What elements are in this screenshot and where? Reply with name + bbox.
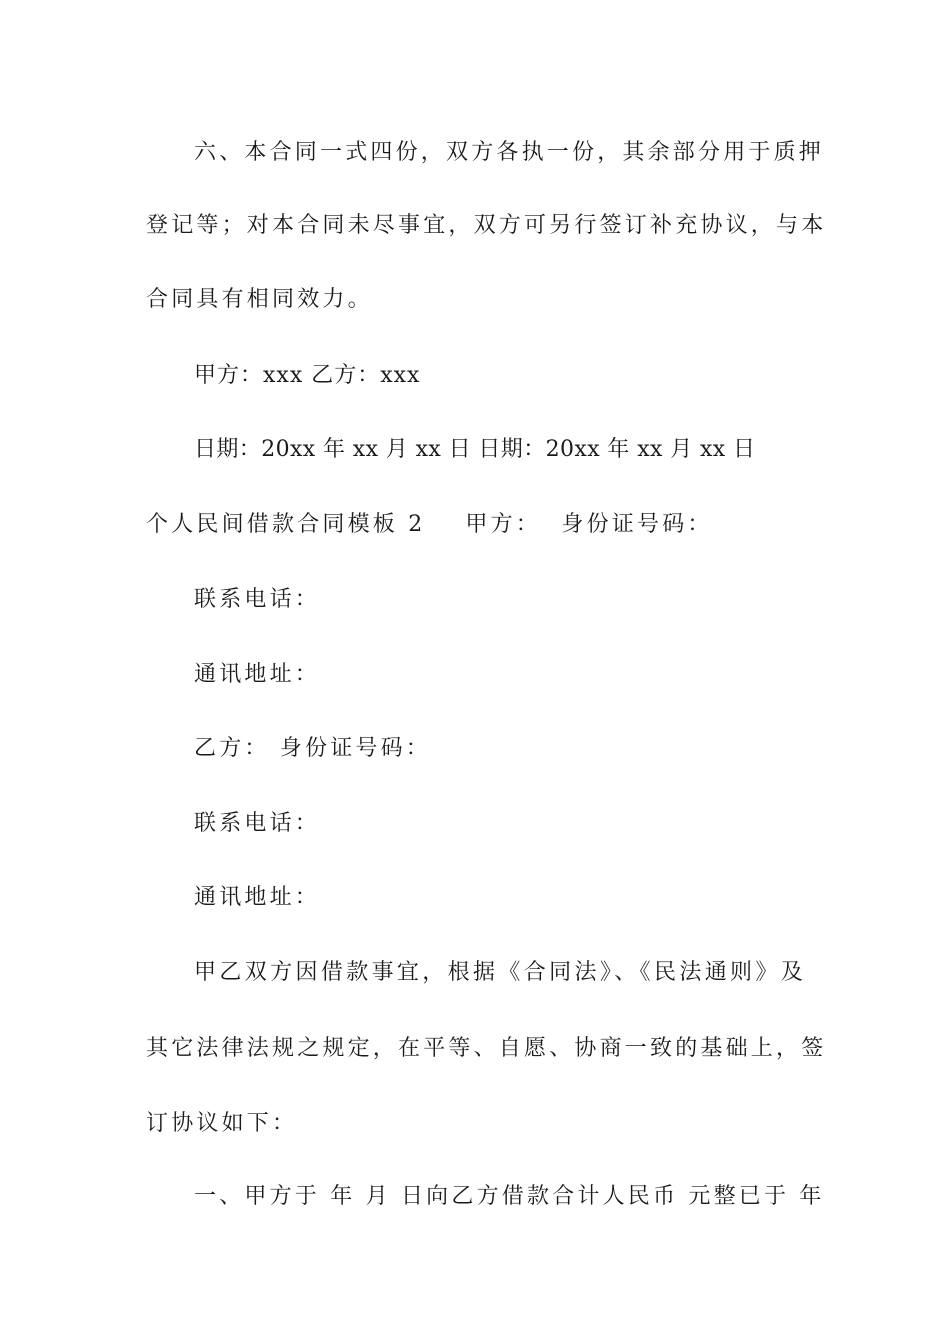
party-b-line: 乙方： 身份证号码：: [194, 736, 431, 761]
preamble-line2: 其它法律法规之规定，在平等、自愿、协商一致的基础上，签: [146, 1036, 827, 1061]
preamble-line3: 订协议如下：: [146, 1111, 298, 1136]
party-a-phone: 联系电话：: [194, 587, 321, 612]
preamble-line1: 甲乙双方因借款事宜，根据《合同法》、《民法通则》及: [194, 960, 806, 985]
party-a-address: 通讯地址：: [194, 662, 321, 687]
party-b-address: 通讯地址：: [194, 885, 321, 910]
signature-parties: 甲方：xxx 乙方：xxx: [194, 363, 421, 388]
template2-heading-line: [146, 510, 806, 540]
party-b-phone: 联系电话：: [194, 811, 321, 836]
clause6-line3: 合同具有相同效力。: [146, 287, 373, 312]
signature-dates: 日期：20xx 年 xx 月 xx 日 日期：20xx 年 xx 月 xx 日: [194, 437, 756, 462]
clause1-line1: 一、甲方于 年 月 日向乙方借款合计人民币 元整已于 年: [194, 1184, 825, 1209]
clause6-line2: 登记等；对本合同未尽事宜，双方可另行签订补充协议，与本: [146, 213, 827, 238]
clause6-line1: 六、本合同一式四份，双方各执一份，其余部分用于质押: [194, 140, 825, 165]
party-a-id-label: 身份证号码：: [561, 512, 713, 537]
party-a-label: 甲方：: [465, 512, 542, 537]
template2-title: 个人民间借款合同模板 2: [146, 512, 426, 537]
